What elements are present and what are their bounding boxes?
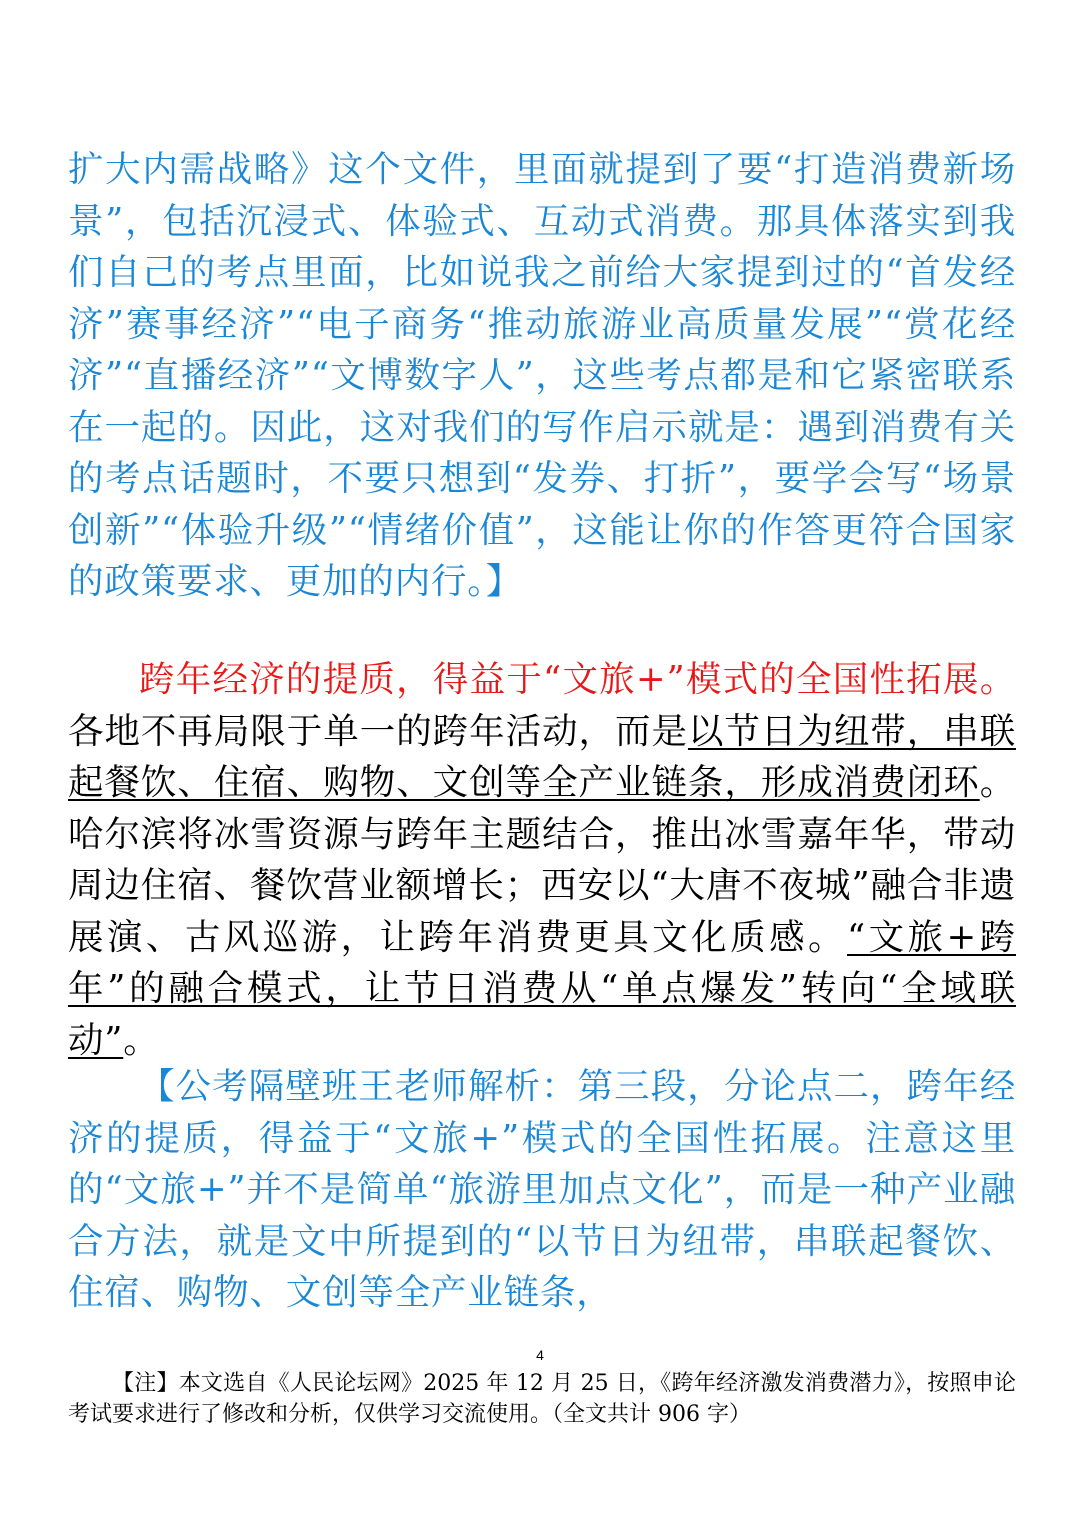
analysis-paragraph-continued: 扩大内需战略》这个文件，里面就提到了要“打造消费新场景”，包括沉浸式、体验式、互动式消费。那具体落实到我们自己的考点里面，比如说我之前给大家提到过的“首发经济”赛事经济”“电子商务“推动旅游业高质量发展”“赏花经济”“直播经济”“文博数字人”，这些考点都是和它紧密联系在一起的。因此，这对我们的写作启示就是：遇到消费有关的考点话题时，不要只想到“发券、打折”，要学会写“场景创新”“体验升级”“情绪价值”，这能让你的作答更符合国家的政策要求、更加的内行。】 xyxy=(68,149,1016,602)
underlined-key-phrase: 以节日为纽带，串联起餐饮、住宿、购物、文创等全产业链条，形成消费闭环 xyxy=(68,710,1016,803)
body-text-segment: 各地不再局限于单一的跨年活动，而是 xyxy=(68,710,688,752)
underlined-key-phrase: “文旅+跨年”的融合模式，让节日消费从“单点爆发”转向“全域联动” xyxy=(68,916,1016,1061)
body-text-segment: 。 xyxy=(123,1019,160,1061)
body-text-segment: 。哈尔滨将冰雪资源与跨年主题结合，推出冰雪嘉年华，带动周边住宿、餐饮营业额增长；西安以“大唐不夜城”融合非遗展演、古风巡游，让跨年消费更具文化质感。 xyxy=(68,762,1016,958)
section-heading: 跨年经济的提质，得益于“文旅+”模式的全国性拓展。 xyxy=(139,659,1016,700)
article-paragraph-3 xyxy=(68,654,1016,1066)
analysis-paragraph: 【公考隔壁班王老师解析：第三段，分论点二，跨年经济的提质，得益于“文旅+”模式的全国性拓展。注意这里的“文旅+”并不是简单“旅游里加点文化”，而是一种产业融合方法，就是文中所提到的“以节日为纽带，串联起餐饮、住宿、购物、文创等全产业链条， xyxy=(68,1066,1016,1313)
page-number: 4 xyxy=(536,1347,544,1363)
source-footnote: 【注】本文选自《人民论坛网》2025 年 12 月 25 日，《跨年经济激发消费潜力》，按照申论考试要求进行了修改和分析，仅供学习交流使用。（全文共计 906 字） xyxy=(68,1371,1016,1427)
